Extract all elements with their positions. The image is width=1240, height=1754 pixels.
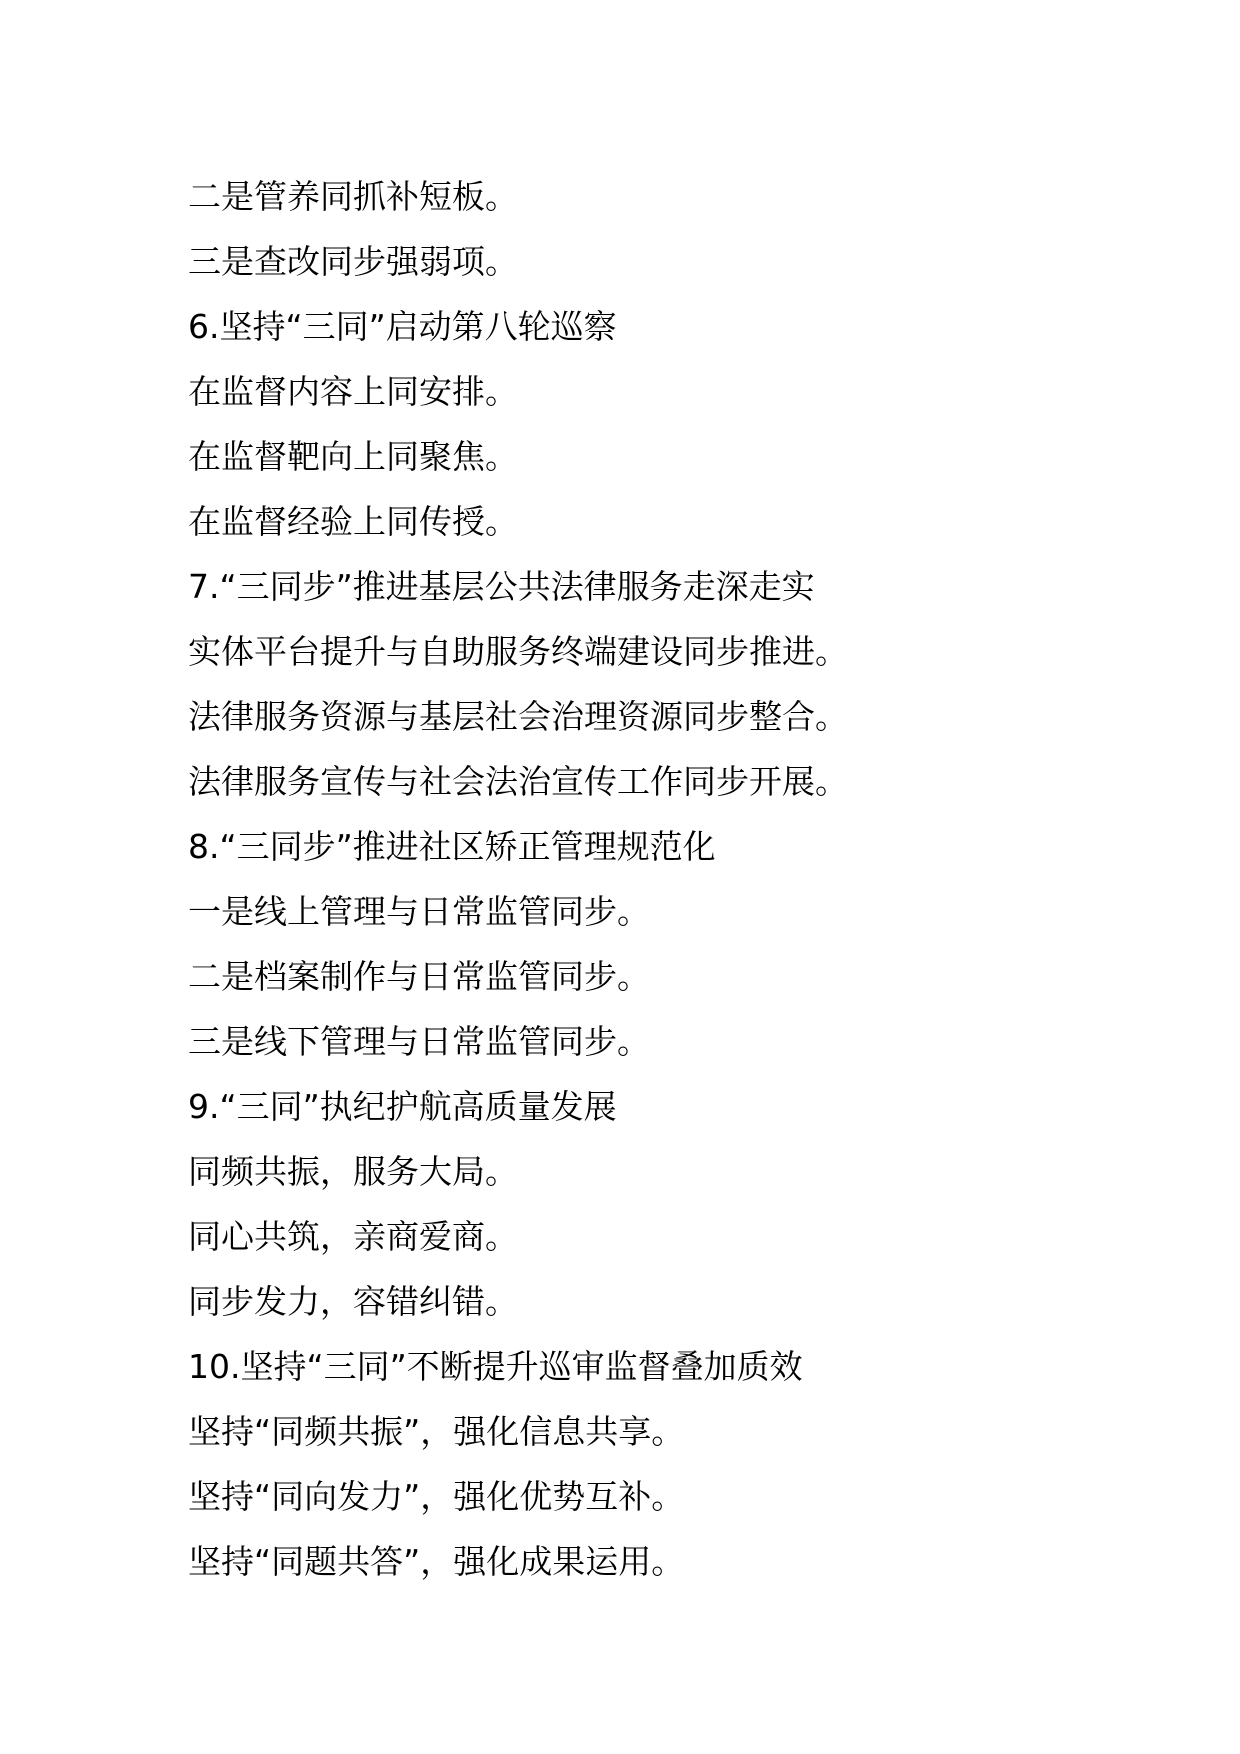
body-line: 在监督经验上同传授。	[188, 502, 518, 541]
section-heading: 9.“三同”执纪护航高质量发展	[188, 1087, 617, 1126]
body-line: 同步发力，容错纠错。	[188, 1282, 518, 1321]
body-line: 三是线下管理与日常监管同步。	[188, 1022, 650, 1061]
body-line: 在监督内容上同安排。	[188, 372, 518, 411]
body-line: 二是管养同抓补短板。	[188, 177, 518, 216]
body-line: 一是线上管理与日常监管同步。	[188, 892, 650, 931]
body-line: 坚持“同向发力”，强化优势互补。	[188, 1477, 685, 1516]
body-line: 坚持“同题共答”，强化成果运用。	[188, 1542, 685, 1581]
body-line: 同心共筑，亲商爱商。	[188, 1217, 518, 1256]
section-heading: 8.“三同步”推进社区矫正管理规范化	[188, 827, 716, 866]
section-heading: 7.“三同步”推进基层公共法律服务走深走实	[188, 567, 815, 606]
document-body	[188, 164, 1188, 1594]
body-line: 三是查改同步强弱项。	[188, 242, 518, 281]
body-line: 在监督靶向上同聚焦。	[188, 437, 518, 476]
section-heading: 6.坚持“三同”启动第八轮巡察	[188, 307, 617, 346]
body-line: 二是档案制作与日常监管同步。	[188, 957, 650, 996]
body-line: 实体平台提升与自助服务终端建设同步推进。	[188, 632, 848, 671]
body-line: 法律服务宣传与社会法治宣传工作同步开展。	[188, 762, 848, 801]
body-line: 坚持“同频共振”，强化信息共享。	[188, 1412, 685, 1451]
body-line: 法律服务资源与基层社会治理资源同步整合。	[188, 697, 848, 736]
section-heading: 10.坚持“三同”不断提升巡审监督叠加质效	[188, 1347, 803, 1386]
body-line: 同频共振，服务大局。	[188, 1152, 518, 1191]
